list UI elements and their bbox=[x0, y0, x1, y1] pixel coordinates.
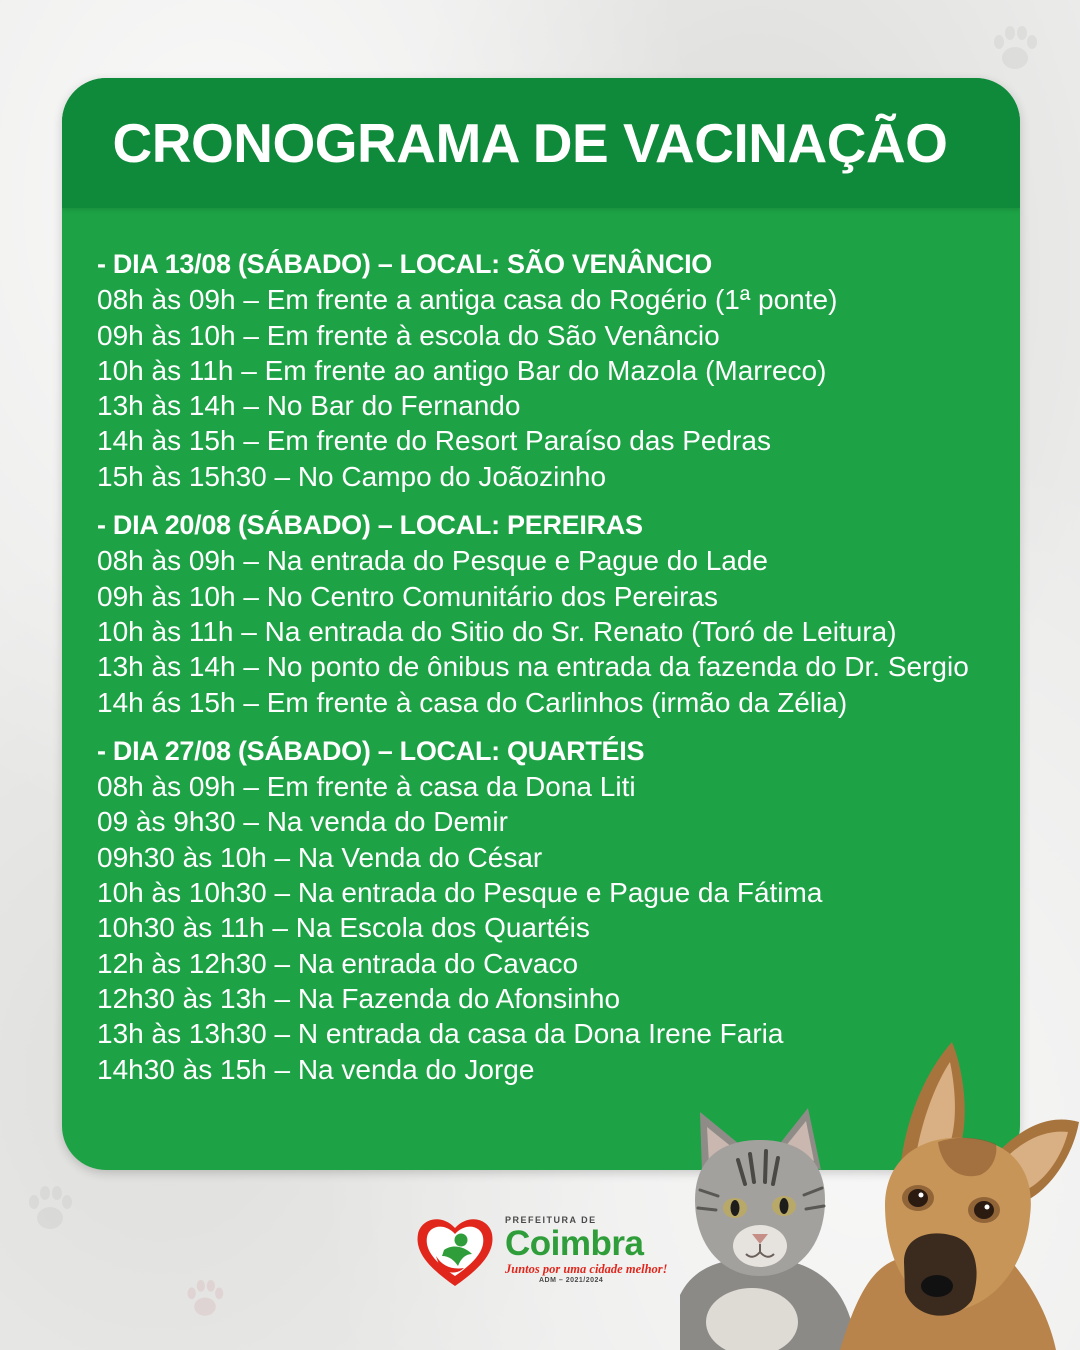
schedule-item: 09 às 9h30 – Na venda do Demir bbox=[97, 806, 508, 838]
schedule-item: 09h às 10h – Em frente à escola do São Venâncio bbox=[97, 319, 720, 351]
schedule-item: 12h30 às 13h – Na Fazenda do Afonsinho bbox=[97, 982, 621, 1014]
page-title: CRONOGRAMA DE VACINAÇÃO bbox=[112, 112, 948, 174]
section-heading: - DIA 13/08 (SÁBADO) – LOCAL: SÃO VENÂNCIO bbox=[97, 249, 712, 279]
card-header bbox=[62, 78, 1020, 208]
paw-print-icon bbox=[180, 1275, 230, 1325]
schedule-item: 12h às 12h30 – Na entrada do Cavaco bbox=[97, 947, 579, 979]
logo-city-name: Coimbra bbox=[505, 1224, 644, 1263]
dog-illustration bbox=[840, 1042, 1079, 1350]
schedule-item: 09h às 10h – No Centro Comunitário dos Pereiras bbox=[97, 580, 719, 612]
schedule-list bbox=[97, 247, 969, 1087]
schedule-item: 10h às 11h – Em frente ao antigo Bar do Mazola (Marreco) bbox=[97, 354, 827, 386]
logo-text bbox=[505, 1215, 668, 1286]
paw-print-icon bbox=[985, 20, 1045, 80]
schedule-item: 13h às 14h – No ponto de ônibus na entrada da fazenda do Dr. Sergio bbox=[97, 651, 969, 683]
schedule-item: 08h às 09h – Em frente à casa da Dona Liti bbox=[97, 771, 636, 803]
schedule-item: 14h às 15h – Em frente do Resort Paraíso das Pedras bbox=[97, 425, 771, 457]
section-heading: - DIA 27/08 (SÁBADO) – LOCAL: QUARTÉIS bbox=[97, 735, 645, 766]
schedule-item: 09h30 às 10h – Na Venda do César bbox=[97, 841, 543, 873]
schedule-item: 10h30 às 11h – Na Escola dos Quartéis bbox=[97, 912, 590, 944]
schedule-section bbox=[97, 508, 969, 720]
logo-adm: ADM – 2021/2024 bbox=[539, 1277, 604, 1284]
paw-print-icon bbox=[20, 1180, 80, 1240]
logo-prefeitura: PREFEITURA DE bbox=[505, 1215, 597, 1225]
schedule-item: 14h30 às 15h – Na venda do Jorge bbox=[97, 1053, 535, 1085]
heart-logo-icon bbox=[414, 1210, 496, 1292]
schedule-item: 08h às 09h – Na entrada do Pesque e Pague do Lade bbox=[97, 545, 768, 577]
schedule-item: 10h às 11h – Na entrada do Sitio do Sr. Renato (Toró de Leitura) bbox=[97, 615, 897, 647]
schedule-item: 08h às 09h – Em frente a antiga casa do Rogério (1ª ponte) bbox=[97, 284, 838, 316]
schedule-section bbox=[97, 247, 969, 494]
schedule-item: 14h ás 15h – Em frente à casa do Carlinhos (irmão da Zélia) bbox=[97, 686, 848, 718]
schedule-item: 13h às 13h30 – N entrada da casa da Dona Irene Faria bbox=[97, 1018, 784, 1050]
section-heading: - DIA 20/08 (SÁBADO) – LOCAL: PEREIRAS bbox=[97, 510, 643, 541]
pets-illustration bbox=[680, 1030, 1080, 1350]
schedule-item: 15h às 15h30 – No Campo do Joãozinho bbox=[97, 460, 607, 492]
schedule-item: 10h às 10h30 – Na entrada do Pesque e Pague da Fátima bbox=[97, 877, 823, 909]
schedule-card bbox=[62, 78, 1020, 1170]
logo-slogan: Juntos por uma cidade melhor! bbox=[505, 1262, 668, 1276]
schedule-item: 13h às 14h – No Bar do Fernando bbox=[97, 390, 521, 422]
cat-illustration bbox=[680, 1108, 856, 1350]
